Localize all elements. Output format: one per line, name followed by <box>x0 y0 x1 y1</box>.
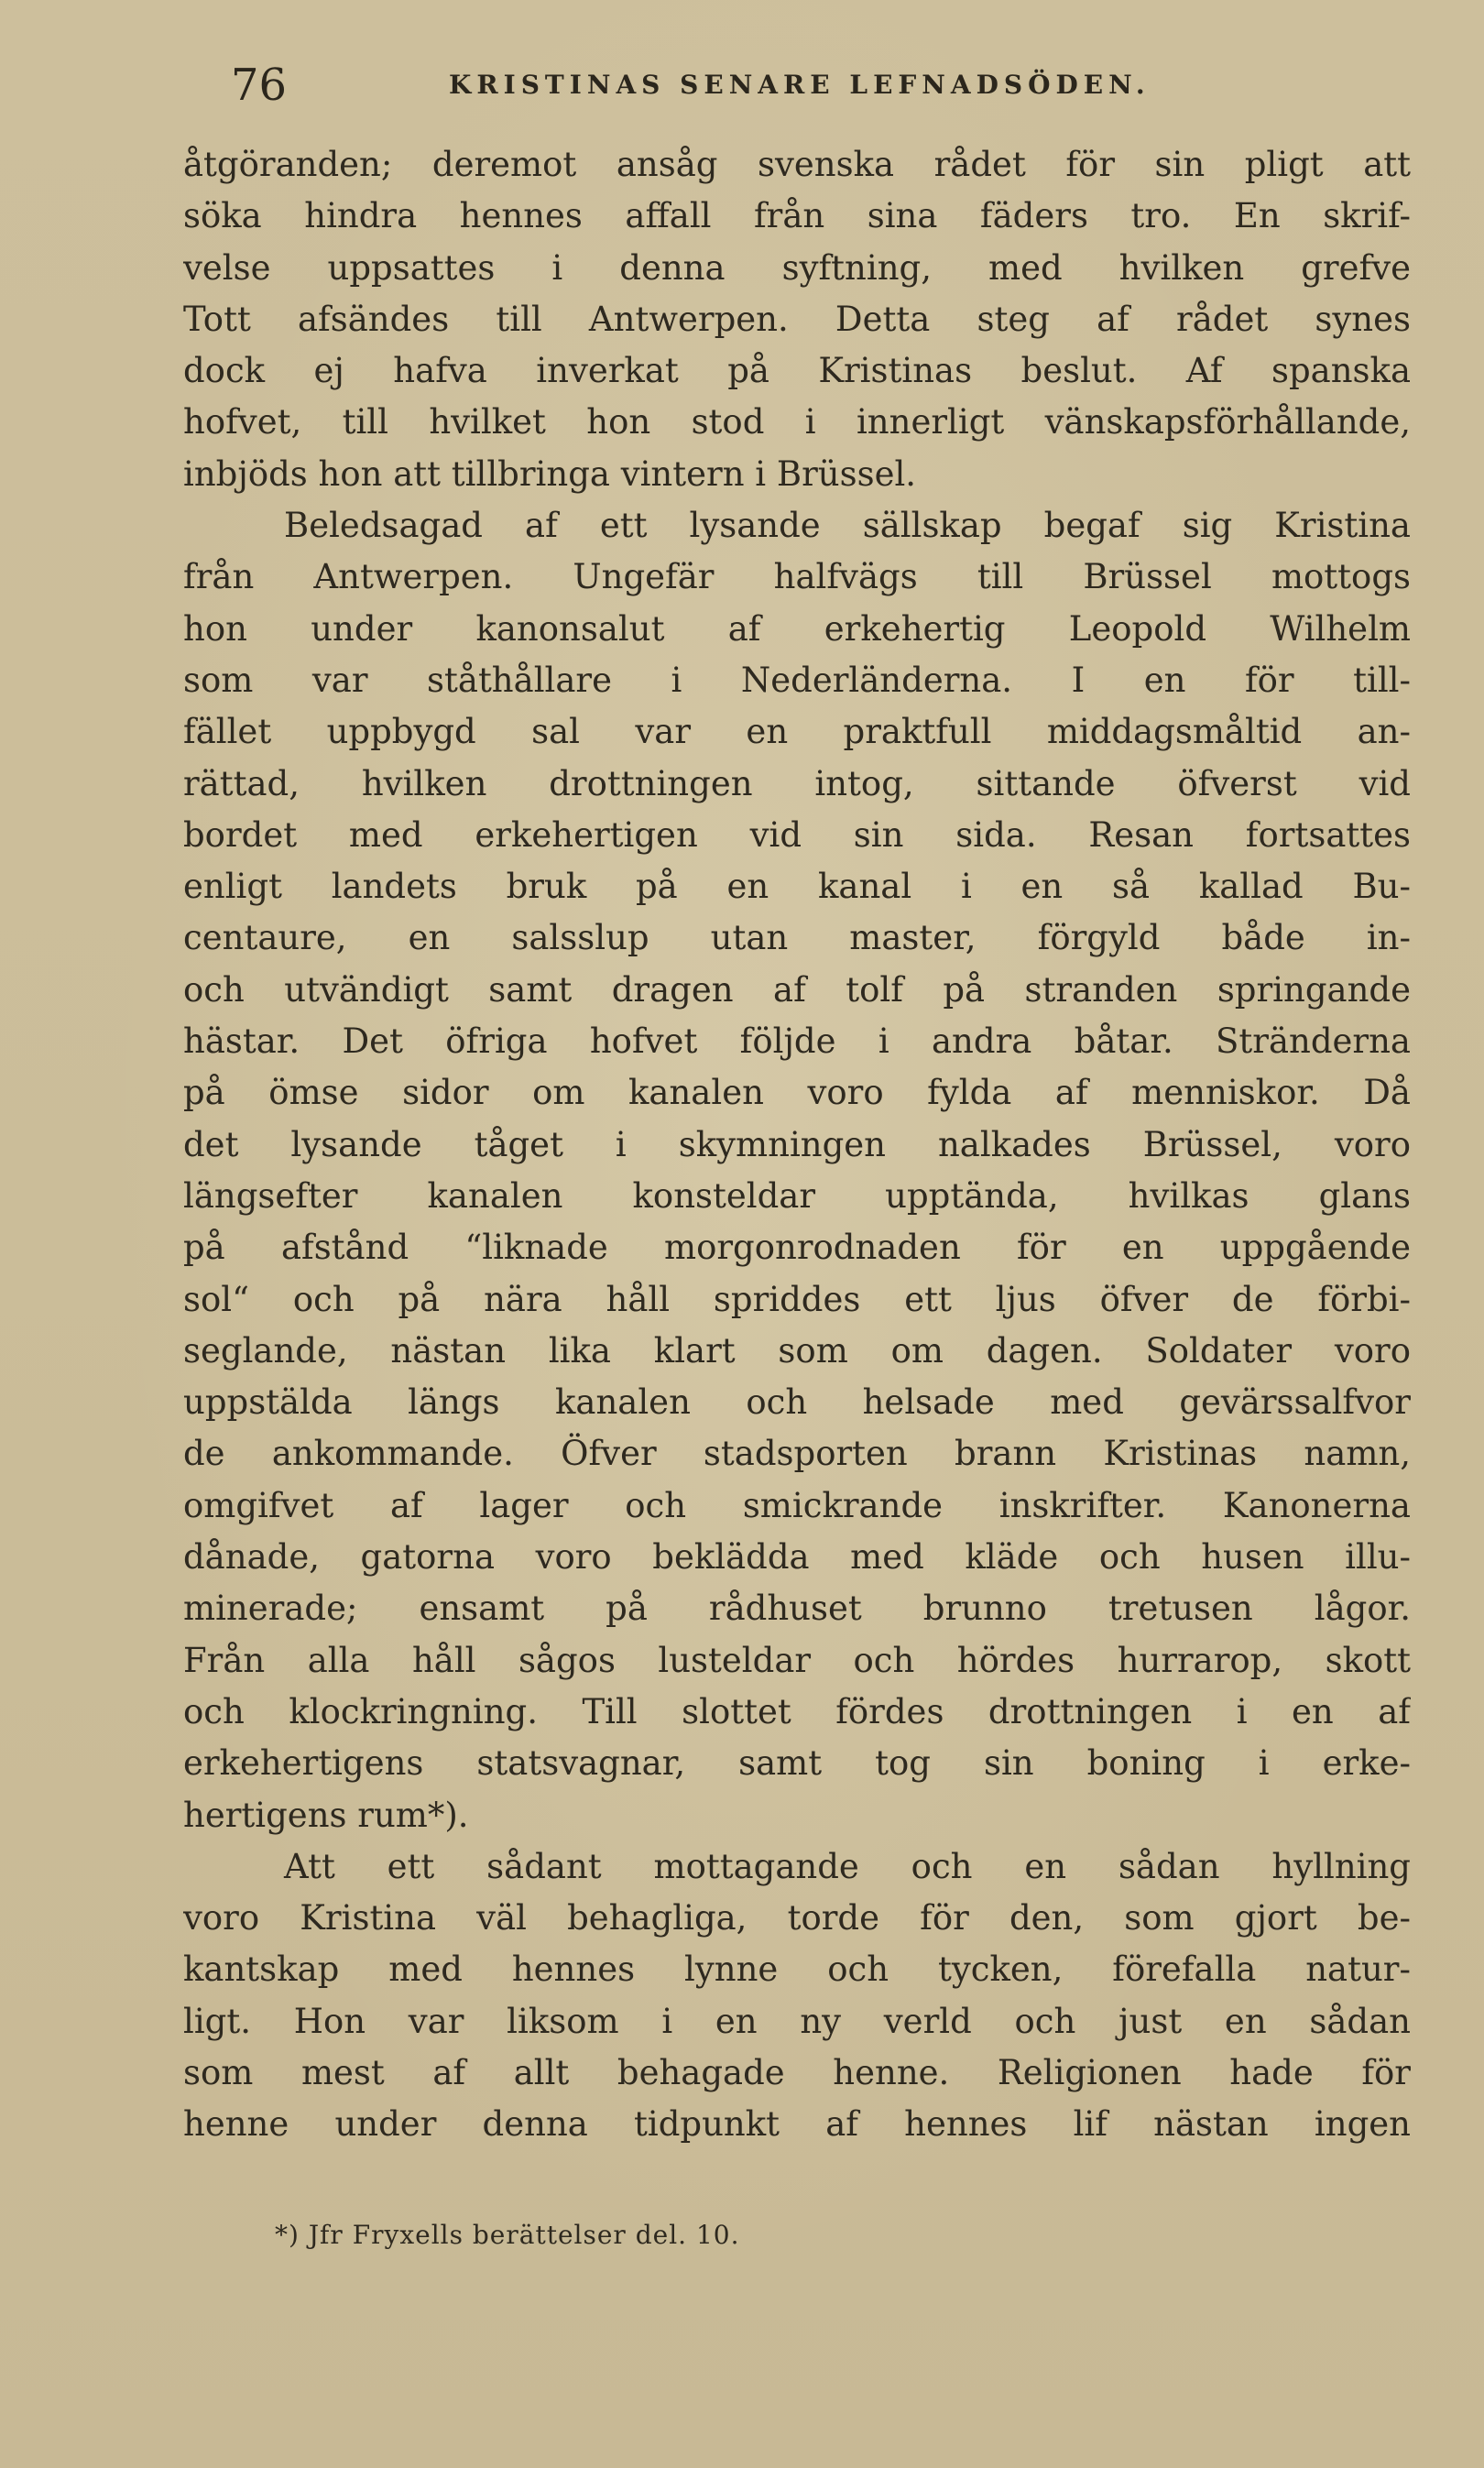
text-line: enligt landets bruk på en kanal i en så kallad Bu- <box>183 867 1411 907</box>
text-line: Från alla håll sågos lusteldar och hördes hurrarop, skott <box>183 1640 1411 1680</box>
text-line: och utvändigt samt dragen af tolf på stranden springande <box>183 969 1411 1010</box>
text-line: velse uppsattes i denna syftning, med hvilken grefve <box>183 247 1411 288</box>
text-line: rättad, hvilken drottningen intog, sittande öfverst vid <box>183 763 1411 803</box>
text-line: som mest af allt behagade henne. Religionen hade för <box>183 2052 1411 2092</box>
text-line: Tott afsändes till Antwerpen. Detta steg af rådet synes <box>183 299 1411 339</box>
text-line: omgifvet af lager och smickrande inskrifter. Kanonerna <box>183 1485 1411 1525</box>
text-line: hertigens rum*). <box>183 1795 469 1835</box>
text-line: kantskap med hennes lynne och tycken, förefalla natur- <box>183 1949 1411 1990</box>
text-line: uppstälda längs kanalen och helsade med gevärssalfvor <box>183 1382 1411 1423</box>
text-line: erkehertigens statsvagnar, samt tog sin boning i erke- <box>183 1743 1411 1784</box>
text-line: henne under denna tidpunkt af hennes lif nästan ingen <box>183 2104 1411 2145</box>
text-line: söka hindra hennes affall från sina fäders tro. En skrif- <box>183 196 1411 236</box>
text-line: centaure, en salsslup utan master, förgyld både in- <box>183 918 1411 958</box>
text-line: som var ståthållare i Nederländerna. I en för till- <box>183 660 1411 700</box>
text-line: och klockringning. Till slottet fördes drottningen i en af <box>183 1691 1411 1731</box>
text-line: dock ej hafva inverkat på Kristinas beslut. Af spanska <box>183 351 1411 391</box>
text-line: hon under kanonsalut af erkehertig Leopold Wilhelm <box>183 608 1411 649</box>
text-line: fället uppbygd sal var en praktfull middagsmåltid an- <box>183 712 1411 752</box>
page-number: 76 <box>231 60 288 111</box>
text-line: hofvet, till hvilket hon stod i innerligt vänskapsförhållande, <box>183 402 1411 442</box>
text-line: sol“ och på nära håll spriddes ett ljus öfver de förbi- <box>183 1279 1411 1319</box>
running-head: KRISTINAS SENARE LEFNADSÖDEN. <box>449 70 1151 100</box>
text-line: Beledsagad af ett lysande sällskap begaf sig Kristina <box>284 506 1411 546</box>
text-line: minerade; ensamt på rådhuset brunno tretusen lågor. <box>183 1589 1411 1629</box>
footnote: *) Jfr Fryxells berättelser del. 10. <box>275 2220 740 2250</box>
text-line: bordet med erkehertigen vid sin sida. Resan fortsattes <box>183 814 1411 855</box>
text-line: Att ett sådant mottagande och en sådan hyllning <box>284 1846 1411 1886</box>
text-line: på ömse sidor om kanalen voro fylda af menniskor. Då <box>183 1073 1411 1113</box>
body-text <box>183 139 1411 2151</box>
text-line: seglande, nästan lika klart som om dagen. Soldater voro <box>183 1330 1411 1371</box>
text-line: de ankommande. Öfver stadsporten brann Kristinas namn, <box>183 1434 1411 1474</box>
text-line: på afstånd “liknade morgonrodnaden för en uppgående <box>183 1228 1411 1268</box>
text-line: dånade, gatorna voro beklädda med kläde och husen illu- <box>183 1537 1411 1578</box>
text-line: längsefter kanalen konsteldar upptända, hvilkas glans <box>183 1175 1411 1216</box>
text-line: ligt. Hon var liksom i en ny verld och just en sådan <box>183 2001 1411 2041</box>
text-line: åtgöranden; deremot ansåg svenska rådet för sin pligt att <box>183 145 1411 184</box>
text-line: inbjöds hon att tillbringa vintern i Brüssel. <box>183 453 917 494</box>
text-line: det lysande tåget i skymningen nalkades Brüssel, voro <box>183 1124 1411 1164</box>
text-line: hästar. Det öfriga hofvet följde i andra båtar. Stränderna <box>183 1021 1411 1062</box>
text-line: voro Kristina väl behagliga, torde för den, som gjort be- <box>183 1898 1411 1938</box>
page-header <box>183 53 1466 117</box>
text-line: från Antwerpen. Ungefär halfvägs till Brüssel mottogs <box>183 557 1411 597</box>
